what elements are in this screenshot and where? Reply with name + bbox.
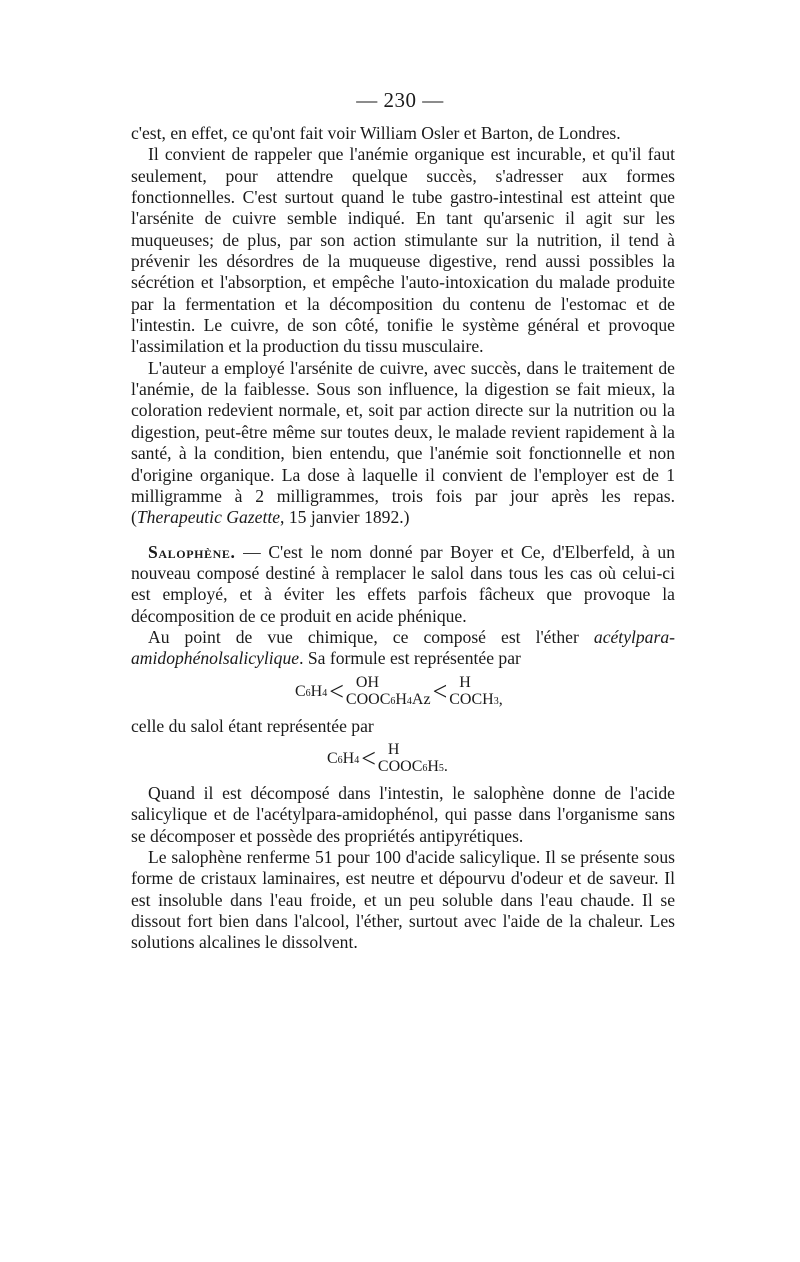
- page-number: — 230 —: [356, 88, 444, 112]
- paragraph-5-text: Au point de vue chimique, ce composé est l'éther: [148, 626, 594, 647]
- formula-salol-base: C 6 H 4: [327, 749, 360, 767]
- paragraph-2: Il convient de rappeler que l'anémie organique est incurable, et qu'il faut seulement, pour attendre quelque succès, s'adresser aux formes fonctionnelles. C'est surtout quand le tube gastro-intestinal est atteint que l'arsénite de cuivre semble indiqué. En tant qu'arsenic il agit sur les muqueuses; de plus, par son action stimulante sur la nutrition, il tend à prévenir les désordres de la muqueuse digestive, rend aussi possibles la sécrétion et l'absorption, et empêche l'auto-intoxication du malade produite par la fermentation et la décomposition du contenu de l'estomac et de l'intestin. Le cuivre, de son côté, tonifie le système général et provoque l'assimilation et la production du tissu musculaire.: [131, 144, 675, 357]
- body-text: [131, 123, 675, 954]
- formula-branch-1: OH COOC 6 H 4 Az: [345, 673, 431, 708]
- compound-name: acétylpara-amidophénolsalicylique: [131, 626, 675, 669]
- paragraph-1: c'est, en effet, ce qu'ont fait voir William Osler et Barton, de Londres.: [131, 123, 621, 143]
- formula-salol-branch-symbol: <: [361, 743, 376, 773]
- formula-salol: [131, 741, 675, 777]
- formula-base: C 6 H 4: [295, 682, 328, 700]
- paragraph-8: Le salophène renferme 51 pour 100 d'acide salicylique. Il se présente sous forme de cristaux laminaires, est neutre et dépourvu d'odeur et de saveur. Il est insoluble dans l'eau froide, et un peu soluble dans l'eau chaude. Il se dissout fort bien dans l'alcool, l'éther, surtout avec l'aide de la chaleur. Les solutions alcalines le dissolvent.: [131, 846, 675, 953]
- paragraph-3-text: L'auteur a employé l'arsénite de cuivre, avec succès, dans le traitement de l'anémie, de la faiblesse. Sous son influence, la digestion se fait mieux, la coloration redevient normale, et, soit par action directe sur la nutrition ou la digestion, peut-être même sur toutes deux, le malade revient rapidement à la santé, à la condition, bien entendu, que l'anémie soit fonctionnelle et non d'origine organique. La dose à laquelle il convient de l'employer est de 1 milligramme à 2 milligrammes, trois fois par jour après les repas. (: [131, 357, 675, 528]
- citation-date: , 15 janvier 1892.): [280, 507, 410, 528]
- section-heading-salophene: Salophène.: [148, 541, 236, 562]
- paragraph-4-text: — C'est le nom donné par Boyer et Ce, d'Elberfeld, à un nouveau composé destiné à remplacer le salol dans tous les cas où celui-ci est employé, et à éviter les effets parfois fâcheux que provoque la décomposition de ce produit en acide phénique.: [131, 541, 675, 626]
- citation-journal: Therapeutic Gazette: [136, 507, 281, 528]
- paragraph-4: [131, 542, 675, 627]
- formula-salophene: [131, 674, 675, 710]
- formula-branch-2: H COCH 3 ,: [449, 673, 503, 708]
- formula-branch-symbol-2: <: [432, 676, 448, 706]
- paragraph-5: [131, 627, 675, 670]
- paragraph-5-end: . Sa formule est représentée par: [299, 648, 521, 669]
- paragraph-3: [131, 358, 675, 529]
- formula-branch-symbol: <: [329, 676, 344, 706]
- paragraph-6: celle du salol étant représentée par: [131, 715, 374, 736]
- paragraph-7: Quand il est décomposé dans l'intestin, le salophène donne de l'acide salicylique et de l'acétylpara-amidophénol, qui passe dans l'organisme sans se décomposer et possède des propriétés antipyrétiques.: [131, 782, 675, 846]
- formula-salol-branch: H COOC 6 H 5 .: [377, 740, 448, 775]
